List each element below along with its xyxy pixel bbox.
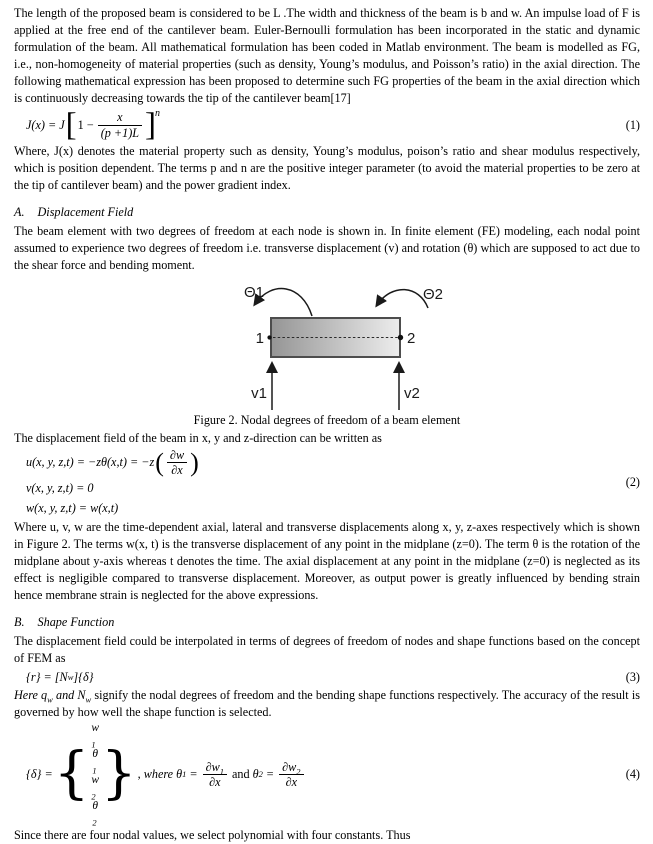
label-theta2: Θ2: [422, 286, 444, 303]
eq4-open-brace: {: [53, 741, 90, 807]
section-b-label: B.: [14, 615, 25, 630]
vector-item: θ $_2$: [92, 800, 98, 828]
label-theta1: Θ1: [243, 284, 265, 301]
eq1-close-bracket: ]: [145, 106, 157, 143]
equation-3: {r} = [N w ]{δ} (3): [26, 669, 640, 684]
paragraph-section-b: The displacement field could be interpolated in terms of degrees of freedom of nodes and shape functions based on the concept of FEM as: [14, 634, 640, 666]
paragraph-where-eq2: Where u, v, w are the time-dependent axial, lateral and transverse displacements along x, y, z-axes respectively which is shown in Figure 2. The terms w(x, t) is the transverse displacement of any point in the midplane (z=0). The term θ is the rotation of the midplane about y-axis whereas t denotes the time. The axial displacement at any point in the midplane (z=0) is neglected as its effect is negligible compared to transverse displacement. Moreover, as output power is greatly influenced by bending strain hence membrane strain is neglected for the above expressions.: [14, 520, 640, 603]
eq4-close-brace: }: [101, 741, 137, 807]
vector-item: θ $_1$: [92, 748, 98, 776]
equation-2: [26, 448, 640, 517]
paragraph-section-a: The beam element with two degrees of freedom at each node is shown in. In finite element (FE) modeling, each nodal point assumed to experience two degrees of freedom i.e. transverse displacement (v) and rotation (θ) which are supposed to act due to the shear force and bending moment.: [14, 224, 640, 272]
equation-1: [26, 108, 640, 142]
paragraph-shape-function-note: Here $q_w$ and $N_w$ signify the nodal degrees of freedom and the bending shape functions respectively. The accuracy of the result is governed by how well the shape function is selected.: [14, 688, 640, 720]
label-node1: 1: [255, 330, 264, 347]
label-node2: 2: [407, 330, 416, 347]
section-heading-b: [14, 614, 640, 631]
eq1-number: (1): [625, 117, 640, 132]
eq4-number: (4): [625, 766, 640, 781]
equation-4: [26, 722, 640, 826]
rotation-arrow-theta2: [377, 290, 428, 308]
eq1-exponent: n: [155, 107, 161, 119]
vector-item: w $_2$: [91, 774, 99, 802]
eq2-lines: [26, 448, 200, 517]
label-v2: v2: [404, 385, 420, 402]
eq2-line2: v(x, y, z,t) = 0: [26, 481, 94, 496]
eq4-fraction-2: $\frac{\partial w_2}{\partial x}$: [279, 760, 303, 789]
paragraph-where-eq1: Where, J(x) denotes the material property such as density, Young’s modulus, poison’s ratio and shear modulus respectively, which is position dependent. The terms p and n are the positive integer parameter (to avoid the material properties to be zero at the tip of cantilever beam) and the power gradient index.: [14, 144, 640, 192]
figure-2: [14, 274, 640, 428]
figure-2-caption: Figure 2. Nodal degrees of freedom of a beam element: [193, 413, 461, 427]
eq4-lhs: {δ} =: [26, 766, 53, 781]
paragraph-closing: Since there are four nodal values, we select polynomial with four constants. Thus: [14, 828, 411, 843]
section-a-title: Displacement Field: [37, 205, 134, 219]
eq2-open-paren: (: [155, 447, 164, 477]
eq1-open-bracket: [: [65, 106, 77, 143]
eq1-fraction: $\frac{x}{(p +1)L}$: [98, 110, 142, 139]
vector-item: w $_1$: [91, 722, 99, 750]
eq2-line3: w(x, y, z,t) = w(x,t): [26, 501, 119, 516]
eq2-close-paren: ): [190, 447, 199, 477]
node2-dot: [398, 335, 403, 340]
paragraph-intro: The length of the proposed beam is considered to be L .The width and thickness of the beam is b and w. An impulse load of F is applied at the free end of the cantilever beam. Euler-Bernoulli formulation has been incorporated in the static and dynamic formulation of the beam. All mathematical formulation has been coded in Matlab environment. The beam is modelled as FG, i.e., non-homogeneity of material properties (such as density, Young’s modulus, and Poisson’s ratio) in the axial direction. The following mathematical expression has been proposed to determine such FG properties of the beam in the axial direction which is continuously decreasing towards the tip of the cantilever beam[17]: [14, 6, 640, 105]
eq2-number: (2): [625, 475, 640, 490]
eq2-line1: u(x, y, z,t) = −zθ(x,t) = −z ( $\frac{\partial w}{\partial x}$ ): [26, 447, 199, 478]
label-v1: v1: [251, 385, 267, 402]
section-heading-a: [14, 204, 640, 221]
beam-element-diagram: [14, 274, 653, 412]
section-b-title: Shape Function: [37, 615, 115, 630]
section-a-label: A.: [14, 205, 25, 219]
eq3-number: (3): [625, 669, 640, 684]
eq1-lhs: J(x) = J: [26, 117, 65, 132]
node1-dot: [267, 335, 271, 339]
eq4-where-clause: , where θ 1 = $\frac{\partial w_1}{\partial x}$ and θ 2 = $\frac{\partial w_2}{\partial x}$: [138, 760, 306, 789]
eq2-fraction: $\frac{\partial w}{\partial x}$: [167, 448, 187, 477]
eq4-fraction-1: $\frac{\partial w_1}{\partial x}$: [203, 760, 227, 789]
paragraph-displacement-field-intro: The displacement field of the beam in x, y and z-direction can be written as: [14, 431, 382, 445]
eq4-nodal-vector: [91, 722, 99, 826]
eq1-one-minus: 1 −: [77, 117, 94, 132]
